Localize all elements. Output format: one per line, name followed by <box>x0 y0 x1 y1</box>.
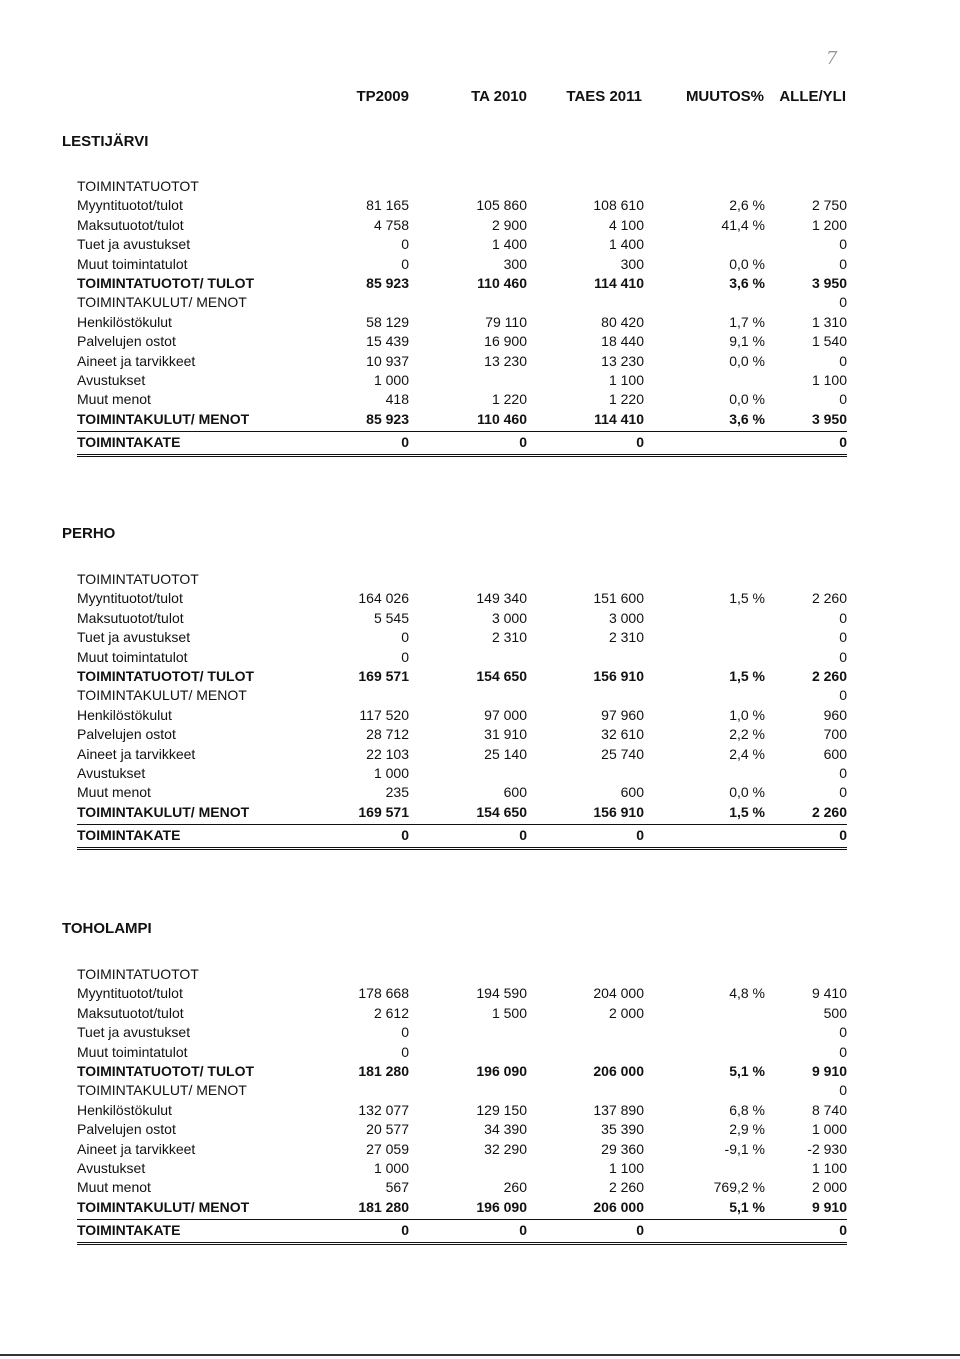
table-row <box>77 629 847 648</box>
muutos-value: 9,1 % <box>729 333 765 350</box>
row-label: Palvelujen ostot <box>77 726 176 743</box>
tp2009-value: 85 923 <box>366 410 409 427</box>
ta2010-value: 79 110 <box>485 313 527 330</box>
taes2011-value: 29 360 <box>601 1140 644 1157</box>
tp2009-value: 1 000 <box>373 1160 409 1176</box>
taes2011-value: 3 000 <box>608 609 644 626</box>
column-header-ta2010: TA 2010 <box>471 88 527 105</box>
row-label: Maksutuotot/tulot <box>77 609 184 626</box>
alle-yli-value: 0 <box>839 1043 847 1060</box>
alle-yli-value: 0 <box>839 434 847 451</box>
table-row <box>77 1121 847 1140</box>
ta2010-value: 154 650 <box>476 803 527 820</box>
ta2010-value: 0 <box>519 827 527 844</box>
muutos-value: 1,5 % <box>729 803 765 820</box>
ta2010-value: 97 000 <box>484 706 527 723</box>
tp2009-value: 0 <box>401 629 409 646</box>
row-label: Muut menot <box>77 1179 151 1196</box>
ta2010-value: 300 <box>503 255 527 272</box>
row-label: TOIMINTATUOTOT/ TULOT <box>77 1063 255 1079</box>
alle-yli-value: -2 930 <box>807 1140 847 1157</box>
row-label: Muut menot <box>77 391 151 408</box>
tp2009-value: 567 <box>385 1179 409 1196</box>
alle-yli-value: 0 <box>839 236 847 253</box>
alle-yli-value: 0 <box>839 765 847 781</box>
muutos-value: -9,1 % <box>724 1140 765 1157</box>
table-row <box>77 1102 847 1121</box>
alle-yli-value: 500 <box>823 1004 847 1021</box>
taes2011-value: 18 440 <box>601 333 644 350</box>
total-row <box>77 668 847 687</box>
ta2010-value: 1 400 <box>491 236 527 253</box>
alle-yli-value: 700 <box>823 726 847 743</box>
tp2009-value: 22 103 <box>366 745 409 762</box>
total-row <box>77 1063 847 1082</box>
taes2011-value: 0 <box>636 827 644 844</box>
row-label: TOIMINTATUOTOT <box>77 571 199 587</box>
total-row <box>77 1199 847 1218</box>
row-label: Aineet ja tarvikkeet <box>77 745 196 762</box>
section-title: PERHO <box>62 525 116 542</box>
alle-yli-value: 1 540 <box>811 333 847 350</box>
row-label: TOIMINTATUOTOT <box>77 178 199 194</box>
taes2011-value: 156 910 <box>593 668 644 684</box>
alle-yli-value: 600 <box>823 745 847 762</box>
tp2009-value: 85 923 <box>366 275 409 291</box>
row-label: Myyntituotot/tulot <box>77 590 183 607</box>
tp2009-value: 1 000 <box>373 765 409 781</box>
row-label: TOIMINTAKULUT/ MENOT <box>77 294 247 311</box>
row-label: Tuet ja avustukset <box>77 236 191 253</box>
alle-yli-value: 0 <box>839 294 847 311</box>
taes2011-value: 2 260 <box>608 1179 644 1196</box>
muutos-value: 3,6 % <box>729 275 765 291</box>
muutos-value: 0,0 % <box>729 391 765 408</box>
taes2011-value: 35 390 <box>601 1121 644 1138</box>
taes2011-value: 80 420 <box>601 313 644 330</box>
alle-yli-value: 2 260 <box>811 668 847 684</box>
table-row <box>77 1005 847 1024</box>
tp2009-value: 0 <box>401 1024 409 1041</box>
table-row <box>77 236 847 255</box>
ta2010-value: 149 340 <box>476 590 527 607</box>
ta2010-value: 0 <box>519 1222 527 1239</box>
alle-yli-value: 8 740 <box>811 1101 847 1118</box>
tp2009-value: 58 129 <box>366 313 409 330</box>
frame-bottom-edge <box>0 1354 960 1356</box>
muutos-value: 6,8 % <box>729 1101 765 1118</box>
table-row <box>77 1141 847 1160</box>
tp2009-value: 10 937 <box>366 352 409 369</box>
taes2011-value: 114 410 <box>594 275 644 291</box>
ta2010-value: 105 860 <box>476 197 527 214</box>
tp2009-value: 20 577 <box>366 1121 409 1138</box>
muutos-value: 0,0 % <box>729 352 765 369</box>
alle-yli-value: 2 260 <box>811 803 847 820</box>
row-label: TOIMINTAKULUT/ MENOT <box>77 410 250 427</box>
ta2010-value: 2 310 <box>491 629 527 646</box>
taes2011-value: 151 600 <box>593 590 644 607</box>
table-row <box>77 707 847 726</box>
tp2009-value: 169 571 <box>358 803 409 820</box>
ta2010-value: 110 460 <box>477 275 527 291</box>
alle-yli-value: 3 950 <box>811 275 847 291</box>
tp2009-value: 27 059 <box>366 1140 409 1157</box>
tp2009-value: 0 <box>401 827 409 844</box>
ta2010-value: 16 900 <box>484 333 527 350</box>
row-label: Palvelujen ostot <box>77 1121 176 1138</box>
tp2009-value: 235 <box>385 784 409 801</box>
table-row <box>77 217 847 236</box>
taes2011-value: 97 960 <box>601 706 644 723</box>
alle-yli-value: 0 <box>839 687 847 704</box>
alle-yli-value: 1 310 <box>811 313 847 330</box>
muutos-value: 3,6 % <box>729 410 765 427</box>
muutos-value: 2,4 % <box>729 745 765 762</box>
ta2010-value: 3 000 <box>491 609 527 626</box>
table-row <box>77 256 847 275</box>
table-row <box>77 687 847 706</box>
row-label: TOIMINTAKATE <box>77 827 181 844</box>
row-label: Henkilöstökulut <box>77 1101 172 1118</box>
tp2009-value: 0 <box>401 236 409 253</box>
row-label: TOIMINTAKATE <box>77 434 181 451</box>
column-header-tp2009: TP2009 <box>356 88 409 105</box>
ta2010-value: 25 140 <box>484 745 527 762</box>
row-label: Aineet ja tarvikkeet <box>77 1140 196 1157</box>
total-rule <box>77 1219 847 1220</box>
row-label: Avustukset <box>77 1160 146 1176</box>
taes2011-value: 1 100 <box>608 1160 644 1176</box>
ta2010-value: 196 090 <box>476 1198 527 1215</box>
tp2009-value: 0 <box>401 648 409 665</box>
table-row <box>77 391 847 410</box>
row-label: Palvelujen ostot <box>77 333 176 350</box>
tp2009-value: 1 000 <box>373 372 409 388</box>
alle-yli-value: 0 <box>839 648 847 665</box>
ta2010-value: 110 460 <box>477 410 527 427</box>
table-row <box>77 985 847 1004</box>
muutos-value: 4,8 % <box>729 985 765 1002</box>
section-title: TOHOLAMPI <box>62 920 152 937</box>
taes2011-value: 1 220 <box>608 391 644 408</box>
table-row <box>77 590 847 609</box>
net-row <box>77 827 847 850</box>
tp2009-value: 4 758 <box>373 216 409 233</box>
taes2011-value: 108 610 <box>593 197 644 214</box>
table-row <box>77 726 847 745</box>
taes2011-value: 600 <box>620 784 644 801</box>
row-label: Tuet ja avustukset <box>77 629 191 646</box>
alle-yli-value: 9 410 <box>811 985 847 1002</box>
alle-yli-value: 1 100 <box>811 372 847 388</box>
taes2011-value: 1 100 <box>608 372 644 388</box>
table-row <box>77 1024 847 1043</box>
row-label: Avustukset <box>77 372 146 388</box>
tp2009-value: 5 545 <box>373 609 409 626</box>
ta2010-value: 2 900 <box>491 216 527 233</box>
tp2009-value: 2 612 <box>373 1004 409 1021</box>
table-row <box>77 178 847 197</box>
tp2009-value: 0 <box>401 1043 409 1060</box>
row-label: Muut menot <box>77 784 151 801</box>
table-row <box>77 610 847 629</box>
ta2010-value: 1 220 <box>491 391 527 408</box>
muutos-value: 2,9 % <box>729 1121 765 1138</box>
row-label: TOIMINTAKATE <box>77 1222 181 1239</box>
alle-yli-value: 9 910 <box>811 1063 847 1079</box>
taes2011-value: 2 310 <box>608 629 644 646</box>
taes2011-value: 2 000 <box>608 1004 644 1021</box>
taes2011-value: 206 000 <box>593 1198 644 1215</box>
muutos-value: 5,1 % <box>729 1063 765 1079</box>
total-row <box>77 411 847 430</box>
row-label: Maksutuotot/tulot <box>77 216 184 233</box>
ta2010-value: 0 <box>519 434 527 451</box>
table-row <box>77 571 847 590</box>
row-label: Muut toimintatulot <box>77 648 188 665</box>
table-row <box>77 353 847 372</box>
table-row <box>77 333 847 352</box>
table-row <box>77 765 847 784</box>
tp2009-value: 181 280 <box>358 1198 409 1215</box>
tp2009-value: 181 280 <box>358 1063 409 1079</box>
alle-yli-value: 0 <box>839 827 847 844</box>
tp2009-value: 0 <box>401 1222 409 1239</box>
muutos-value: 5,1 % <box>729 1198 765 1215</box>
ta2010-value: 34 390 <box>484 1121 527 1138</box>
ta2010-value: 32 290 <box>484 1140 527 1157</box>
taes2011-value: 300 <box>620 255 644 272</box>
muutos-value: 1,7 % <box>729 313 765 330</box>
table-row <box>77 1082 847 1101</box>
row-label: Tuet ja avustukset <box>77 1024 191 1041</box>
table-row <box>77 372 847 391</box>
total-rule <box>77 824 847 825</box>
alle-yli-value: 1 200 <box>811 216 847 233</box>
table-row <box>77 784 847 803</box>
table-row <box>77 746 847 765</box>
section-title: LESTIJÄRVI <box>62 133 149 150</box>
ta2010-value: 260 <box>503 1179 527 1196</box>
row-label: Myyntituotot/tulot <box>77 197 183 214</box>
alle-yli-value: 0 <box>839 391 847 408</box>
taes2011-value: 137 890 <box>593 1101 644 1118</box>
alle-yli-value: 0 <box>839 1024 847 1041</box>
alle-yli-value: 0 <box>839 255 847 272</box>
row-label: TOIMINTATUOTOT/ TULOT <box>77 668 255 684</box>
ta2010-value: 13 230 <box>484 352 527 369</box>
total-rule <box>77 431 847 432</box>
alle-yli-value: 2 000 <box>811 1179 847 1196</box>
muutos-value: 1,5 % <box>729 590 765 607</box>
alle-yli-value: 0 <box>839 1222 847 1239</box>
row-label: Muut toimintatulot <box>77 1043 188 1060</box>
ta2010-value: 196 090 <box>476 1063 527 1079</box>
total-row <box>77 804 847 823</box>
table-row <box>77 966 847 985</box>
row-label: Henkilöstökulut <box>77 706 172 723</box>
column-header-muutos: MUUTOS% <box>685 88 764 105</box>
alle-yli-value: 0 <box>839 352 847 369</box>
taes2011-value: 1 400 <box>608 236 644 253</box>
row-label: Maksutuotot/tulot <box>77 1004 184 1021</box>
taes2011-value: 25 740 <box>601 745 644 762</box>
ta2010-value: 1 500 <box>491 1004 527 1021</box>
alle-yli-value: 1 000 <box>811 1121 847 1138</box>
row-label: TOIMINTAKULUT/ MENOT <box>77 1082 247 1099</box>
taes2011-value: 206 000 <box>593 1063 644 1079</box>
tp2009-value: 178 668 <box>358 985 409 1002</box>
row-label: TOIMINTATUOTOT/ TULOT <box>77 275 255 291</box>
row-label: Muut toimintatulot <box>77 255 188 272</box>
muutos-value: 0,0 % <box>729 784 765 801</box>
column-header-taes2011: TAES 2011 <box>566 88 642 105</box>
alle-yli-value: 960 <box>823 706 847 723</box>
tp2009-value: 28 712 <box>366 726 409 743</box>
row-label: Aineet ja tarvikkeet <box>77 352 196 369</box>
taes2011-value: 0 <box>636 1222 644 1239</box>
table-row <box>77 314 847 333</box>
muutos-value: 2,6 % <box>729 197 765 214</box>
table-row <box>77 294 847 313</box>
muutos-value: 1,0 % <box>729 706 765 723</box>
taes2011-value: 156 910 <box>593 803 644 820</box>
ta2010-value: 154 650 <box>476 668 527 684</box>
tp2009-value: 81 165 <box>366 197 409 214</box>
column-header-alle-yli: ALLE/YLI <box>779 88 846 105</box>
alle-yli-value: 2 260 <box>811 590 847 607</box>
muutos-value: 2,2 % <box>729 726 765 743</box>
row-label: TOIMINTATUOTOT <box>77 966 199 982</box>
alle-yli-value: 2 750 <box>811 197 847 214</box>
alle-yli-value: 3 950 <box>811 410 847 427</box>
ta2010-value: 31 910 <box>484 726 527 743</box>
muutos-value: 41,4 % <box>721 216 765 233</box>
table-row <box>77 1044 847 1063</box>
row-label: Henkilöstökulut <box>77 313 172 330</box>
table-row <box>77 197 847 216</box>
tp2009-value: 164 026 <box>358 590 409 607</box>
row-label: TOIMINTAKULUT/ MENOT <box>77 803 250 820</box>
taes2011-value: 13 230 <box>601 352 644 369</box>
alle-yli-value: 1 100 <box>811 1160 847 1176</box>
total-row <box>77 275 847 294</box>
taes2011-value: 32 610 <box>601 726 644 743</box>
page-mark: 7 <box>826 48 838 69</box>
taes2011-value: 4 100 <box>608 216 644 233</box>
tp2009-value: 0 <box>401 434 409 451</box>
taes2011-value: 0 <box>636 434 644 451</box>
table-row <box>77 649 847 668</box>
row-label: TOIMINTAKULUT/ MENOT <box>77 687 247 704</box>
tp2009-value: 117 520 <box>359 706 409 723</box>
row-label: TOIMINTAKULUT/ MENOT <box>77 1198 250 1215</box>
taes2011-value: 114 410 <box>594 410 644 427</box>
alle-yli-value: 0 <box>839 609 847 626</box>
alle-yli-value: 0 <box>839 1082 847 1099</box>
table-row <box>77 1179 847 1198</box>
net-row <box>77 1222 847 1245</box>
alle-yli-value: 9 910 <box>811 1198 847 1215</box>
ta2010-value: 600 <box>503 784 527 801</box>
tp2009-value: 0 <box>401 255 409 272</box>
ta2010-value: 129 150 <box>476 1101 527 1118</box>
tp2009-value: 169 571 <box>358 668 409 684</box>
alle-yli-value: 0 <box>839 784 847 801</box>
muutos-value: 0,0 % <box>729 255 765 272</box>
taes2011-value: 204 000 <box>593 985 644 1002</box>
net-row <box>77 434 847 457</box>
tp2009-value: 132 077 <box>358 1101 409 1118</box>
muutos-value: 1,5 % <box>729 668 765 684</box>
table-row <box>77 1160 847 1179</box>
tp2009-value: 15 439 <box>366 333 409 350</box>
alle-yli-value: 0 <box>839 629 847 646</box>
row-label: Avustukset <box>77 765 146 781</box>
ta2010-value: 194 590 <box>476 985 527 1002</box>
tp2009-value: 418 <box>385 391 409 408</box>
row-label: Myyntituotot/tulot <box>77 985 183 1002</box>
muutos-value: 769,2 % <box>713 1179 765 1196</box>
